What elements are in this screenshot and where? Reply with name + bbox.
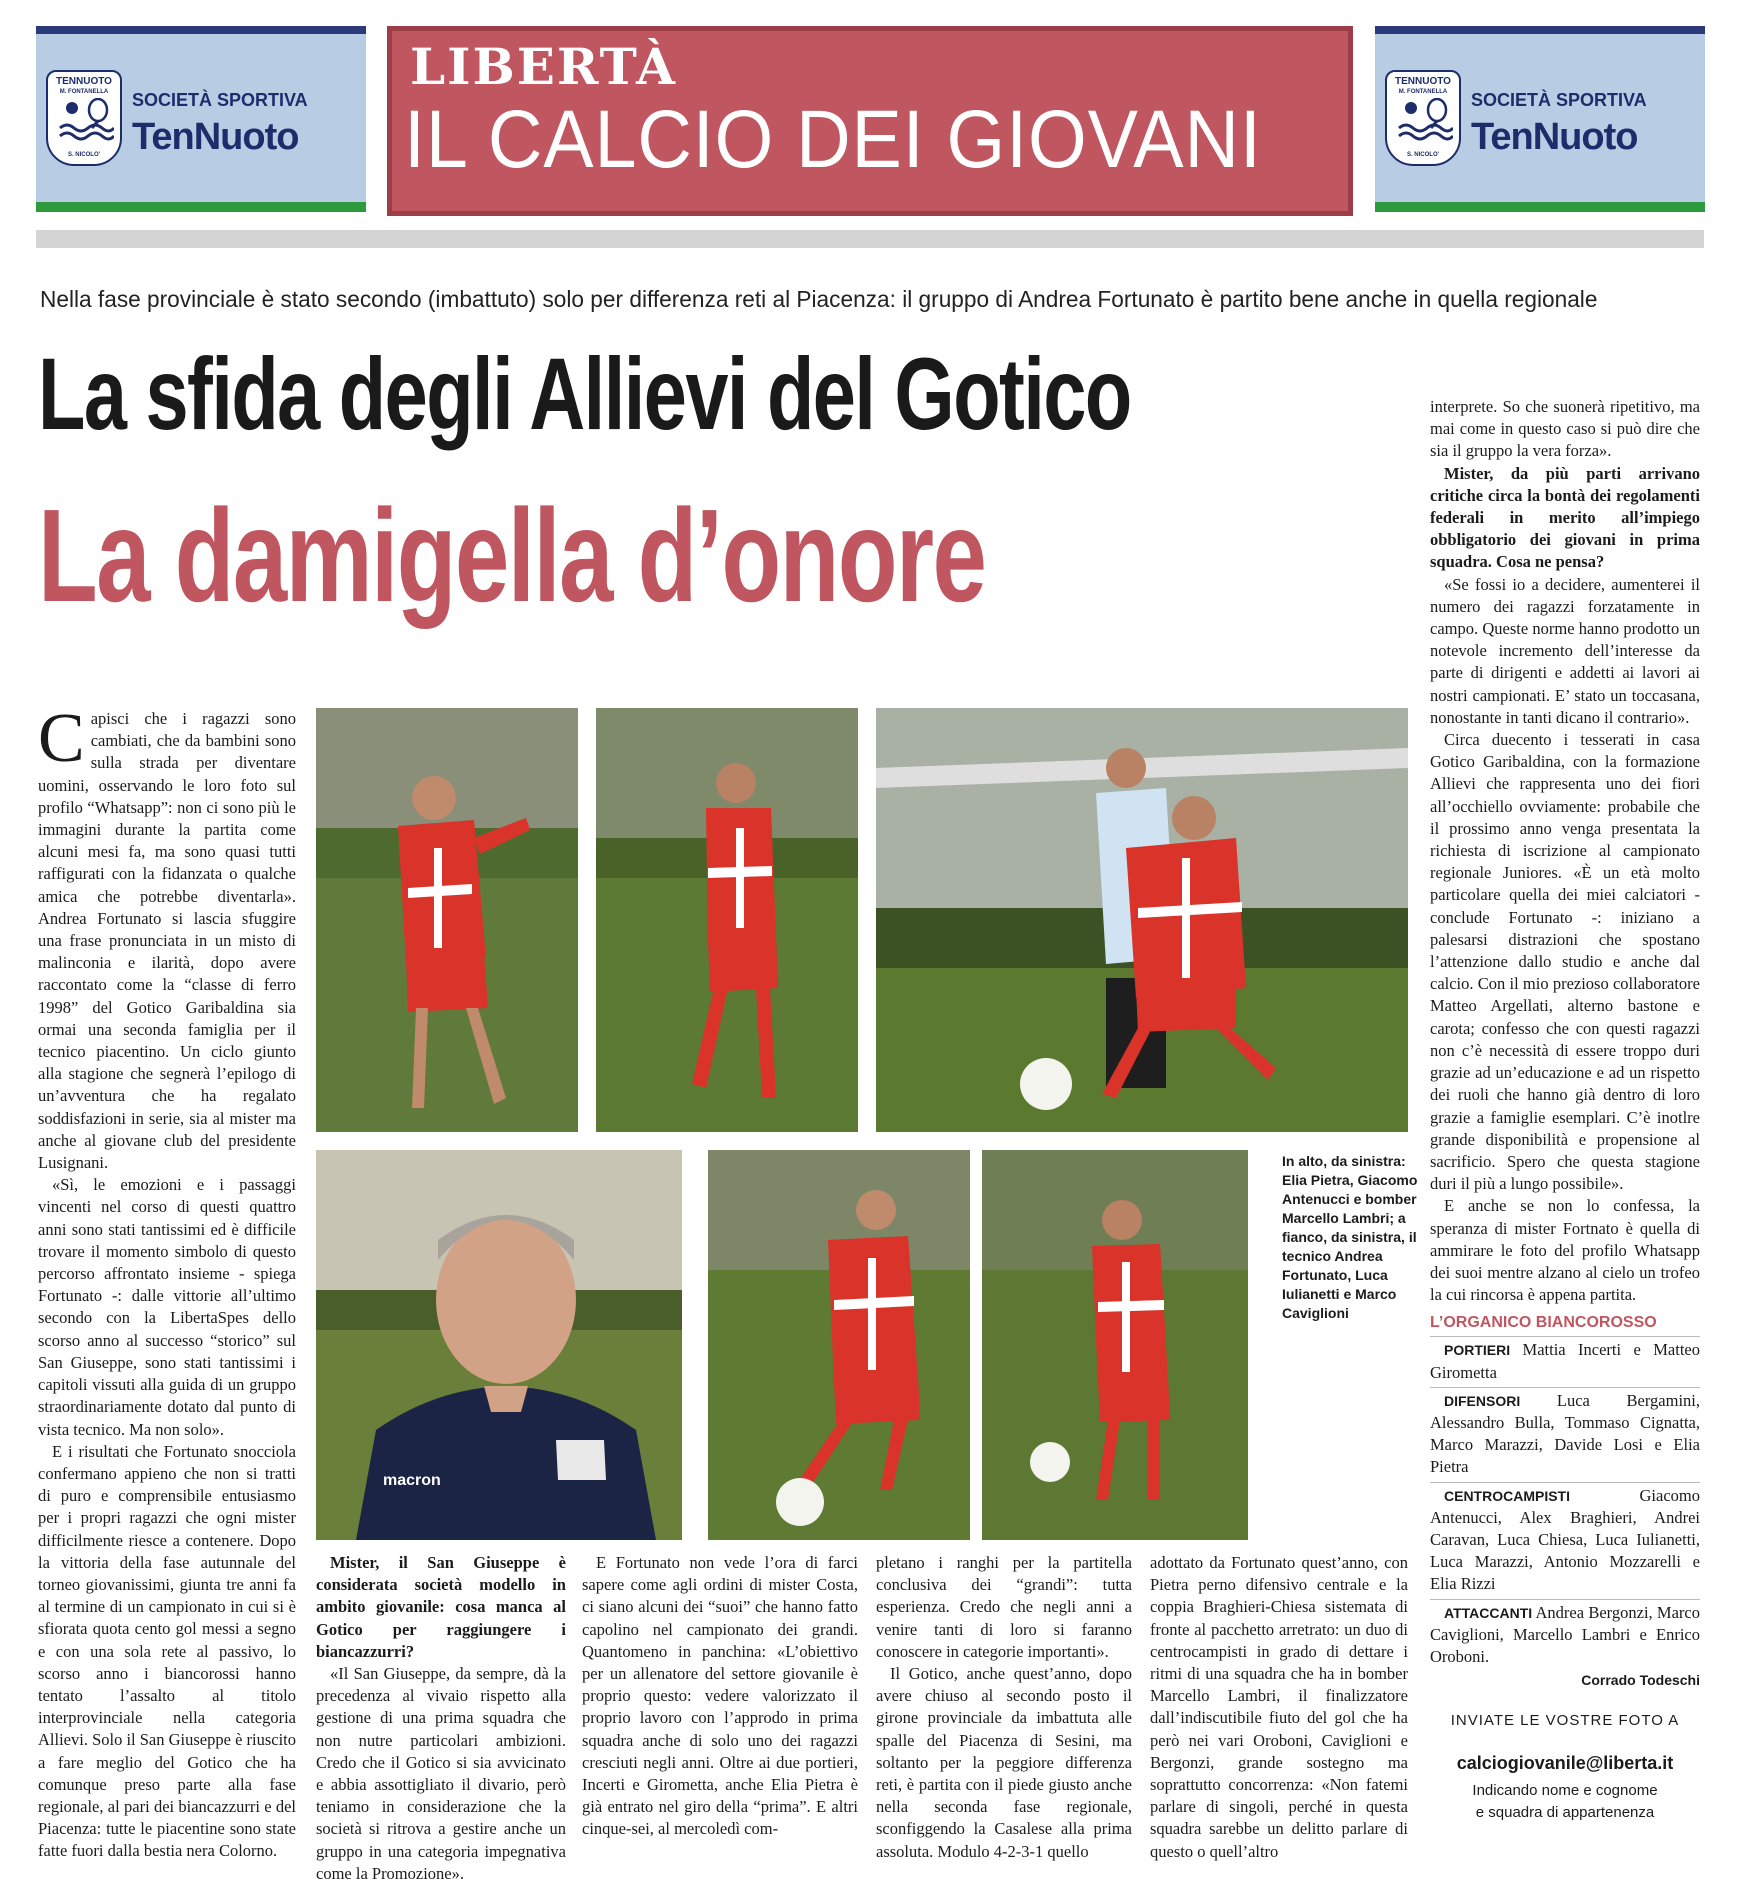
- newspaper-name: LIBERTÀ: [410, 37, 677, 96]
- swimmer-tennis-icon: [56, 98, 114, 144]
- invite-instructions: Indicando nome e cognome e squadra di appartenenza: [1472, 1782, 1658, 1822]
- article-paragraph: interprete. So che suonerà ripetitivo, ma mai come in questo caso si può dire che sia il gruppo la vera forza».: [1430, 397, 1700, 461]
- photo-elia-pietra: [316, 708, 578, 1132]
- logo-line1: SOCIETÀ SPORTIVA: [132, 90, 308, 110]
- invite-line: INVIATE LE VOSTRE FOTO A: [1450, 1712, 1680, 1730]
- player-photo-image: [982, 1150, 1248, 1540]
- tennuoto-crest: TENNUOTO M. FONTANELLA S. NICOLO': [46, 70, 122, 166]
- photo-luca-iulianetti: [708, 1150, 970, 1540]
- divider: [1430, 1482, 1700, 1483]
- player-photo-image: [316, 708, 578, 1132]
- article-column-1: [38, 700, 297, 1863]
- article-paragraph: E i risultati che Fortunato snocciola confermano appieno che non si tratti di puro e comprensibile entusiasmo per i propri ragazzi che ogni mister difficilmente riesce a contenere. Dopo la vittoria della fase autunnale del torneo giovanissimi, giunta tre anni fa al termine di un campionato in cui si è sfiorata quota cento gol messi a segno e con una sola rete al passivo, lo scorso anno i biancorossi hanno tentato l’assalto al titolo interprovinciale nella categoria Allievi. Solo il San Giuseppe è riuscito a fare meglio del Gotico che ha comunque preso parte alla fase regionale, al pari dei biancazzurri e del Piacenza: tutte le piacentine sono state fatte fuori dalla bestia nera Colorno.: [38, 1441, 297, 1861]
- email-link[interactable]: calciogiovanile@liberta.it: [1456, 1753, 1674, 1774]
- divider: [1430, 1599, 1700, 1600]
- organico-entry: CENTROCAMPISTI Giacomo Antenucci, Alex Braghieri, Andrei Caravan, Luca Chiesa, Luca Iulianetti, Luca Marazzi, Antonio Mozzarelli e Elia Rizzi: [1430, 1485, 1700, 1594]
- article-column-2: [316, 1552, 566, 1885]
- interview-question: Mister, da più parti arrivano critiche circa la bontà dei regolamenti federali in merito all’impiego obbligatorio dei giovani in prima squadra. Cosa ne pensa?: [1430, 463, 1700, 572]
- jersey-brand: macron: [383, 1472, 441, 1489]
- organico-entry: PORTIERI Mattia Incerti e Matteo Girometta: [1430, 1340, 1700, 1382]
- dropcap: C: [38, 700, 85, 777]
- article-paragraph: pletano i ranghi per la partitella conclusiva dei “grandi”: tutta esperienza. Credo che negli anni a venire tanti di loro si faranno conoscere in categorie importanti».: [876, 1553, 1132, 1661]
- logo-line1: SOCIETÀ SPORTIVA: [1471, 90, 1647, 110]
- photo-marco-caviglioni: [982, 1150, 1248, 1540]
- author-byline: Corrado Todeschi: [1581, 1672, 1700, 1689]
- photo-marcello-lambri: [876, 708, 1408, 1132]
- organico-entry: DIFENSORI Luca Bergamini, Alessandro Bulla, Tommaso Cignatta, Marco Marazzi, Davide Losi e Elia Pietra: [1430, 1390, 1700, 1477]
- organico-entry: ATTACCANTI Andrea Bergonzi, Marco Caviglioni, Marcello Lambri e Enrico Oroboni.: [1430, 1602, 1700, 1666]
- logo-line2: TenNuoto: [1471, 116, 1638, 158]
- coach-portrait-image: [316, 1150, 682, 1540]
- article-column-4: [876, 1552, 1132, 1863]
- divider-bar: [36, 230, 1704, 248]
- logo-line2: TenNuoto: [132, 116, 299, 158]
- tennuoto-crest: TENNUOTO M. FONTANELLA S. NICOLO': [1385, 70, 1461, 166]
- article-paragraph: E anche se non lo confessa, la speranza di mister Fortnato è quella di ammirare le foto del profilo Whatsapp dei suoi mentre alzano al cielo un trofeo la cui rincorsa è appena partita.: [1430, 1196, 1700, 1305]
- article-paragraph: adottato da Fortunato quest’anno, con Pietra perno difensivo centrale e la coppia Braghieri-Chiesa sistemata di fronte al pacchetto arretrato: un duo di centrocampisti in grado di dettare i ritmi di una squadra che ha in bomber Marcello Lambri, il finalizzatore dall’indiscutibile fiuto del gol che ha però nei vari Oroboni, Caviglioni e Bergonzi, grande sostegno ma soprattutto concorrenza: «Non fatemi parlare di singoli, perché in questa squadra sarebbe un delitto parlare di questo o quell’altro: [1150, 1553, 1408, 1861]
- article-column-5: [1150, 1552, 1408, 1863]
- article-paragraph: Circa duecento i tesserati in casa Gotico Garibaldina, con la formazione Allievi che rappresenta uno dei fiori all’occhiello ovviamente: probabile che il prossimo anno venga presentata la richiesta di iscrizione al campionato regionale Juniores. «È un età molto particolare quella dei miei calciatori - conclude Fortunato -: iniziano a palesarsi distrazioni che spostano l’attenzione dallo studio e anche dal calcio. Con il mio prezioso collaboratore Matteo Argellati, alterno bastone e carota; confesso che con questi ragazzi non c’è necessità di essere troppo duri grazie ad un’educazione e ad un rispetto dei ruoli che hanno già dentro di loro grazie a famiglie esemplari. C’è inotlre grande disponibilità e propensione al sacrificio. Spero che questa stagione duri il più a lungo possibile».: [1430, 730, 1700, 1194]
- tennuoto-logo-right: [1375, 26, 1705, 212]
- divider: [1430, 1336, 1700, 1337]
- section-title: IL CALCIO DEI GIOVANI: [404, 94, 1262, 185]
- photo-andrea-fortunato: [316, 1150, 682, 1540]
- photo-caption: In alto, da sinistra: Elia Pietra, Giacomo Antenucci e bomber Marcello Lambri; a fianco, da sinistra, il tecnico Andrea Fortunato, Luca Iulianetti e Marco Caviglioni: [1282, 1153, 1418, 1321]
- article-paragraph: «Il San Giuseppe, da sempre, dà la precedenza al vivaio rispetto alla gestione di una prima squadra che non nutre particolari ambizioni. Credo che il Gotico si sia avvicinato e abbia assottigliato il divario, però teniamo in considerazione che la società si ritrova a gestire anche un gruppo in una categoria impegnativa come la Promozione».: [316, 1664, 566, 1883]
- organico-heading: L’ORGANICO BIANCOROSSO: [1430, 1314, 1657, 1332]
- divider: [1430, 1387, 1700, 1388]
- swimmer-tennis-icon: [1395, 98, 1453, 144]
- headline-primary: La sfida degli Allievi del Gotico: [38, 337, 1131, 451]
- tennuoto-logo-left: [36, 26, 366, 212]
- article-column-6: [1430, 396, 1700, 1824]
- headline-secondary: La damigella d’onore: [38, 482, 986, 629]
- article-paragraph: Il Gotico, anche quest’anno, dopo avere chiuso al secondo posto il girone provinciale da imbattuta alle spalle del Piacenza di Sesini, ma soltanto per la peggiore differenza reti, è partita con il piede giusto anche nella seconda fase regionale, sconfiggendo la Casalese alla prima assoluta. Modulo 4-2-3-1 quello: [876, 1664, 1132, 1861]
- article-paragraph: «Sì, le emozioni e i passaggi vincenti nel corso di questi quattro anni sono stati tantissimi ed è difficile trovare il momento simbolo di questo percorso affrontato insieme - spiega Fortunato -: dalle vittorie all’ultimo secondo con la LibertaSpes dello scorso anno al successo “storico” sul San Giuseppe, sono stati tantissimi i capitoli vissuti alla guida di un gruppo straordinariamente dotato dal punto di vista tecnico. Ma non solo».: [38, 1175, 296, 1439]
- photo-giacomo-antenucci: [596, 708, 858, 1132]
- masthead: [387, 26, 1353, 216]
- article-paragraph: Capisci che i ragazzi sono cambiati, che da bambini sono sulla strada per diventare uomini, osservando le loro foto sul profilo “Whatsapp”: non ci sono più le immagini durante la partita come alcuni mesi fa, ma sono quasi tutti raffigurati con la fidanzata o qualche amica che potrebbe diventarla». Andrea Fortunato si lascia sfuggire una frase pronunciata in un misto di malinconia e ilarità, dopo avere raccontato come la “classe di ferro 1998” del Gotico Garibaldina sia ormai una seconda famiglia per il tecnico piacentino. Un ciclo giunto alla stagione che segnerà l’epilogo di un’avventura che ha regalato soddisfazioni in serie, sia al mister ma anche al giovane club del presidente Lusignani.: [38, 700, 296, 1173]
- player-photo-image: [876, 708, 1408, 1132]
- player-photo-image: [596, 708, 858, 1132]
- article-paragraph: E Fortunato non vede l’ora di farci sapere come agli ordini di mister Costa, ci siano alcuni dei “suoi” che hanno fatto capolino nel campionato dei grandi. Quantomeno in panchina: «L’obiettivo per un allenatore del settore giovanile è proprio questo: vedere valorizzato il proprio lavoro con l’approdo in prima squadra anche di solo uno dei ragazzi cresciuti negli anni. Oltre ai due portieri, Incerti e Girometta, anche Elia Pietra è già entrato nel giro della “prima”. E altri cinque-sei, al mercoledì com-: [582, 1553, 858, 1839]
- article-kicker: Nella fase provinciale è stato secondo (imbattuto) solo per differenza reti al Piacenza: il gruppo di Andrea Fortunato è partito bene anche in quella regionale: [40, 286, 1598, 312]
- interview-question: Mister, il San Giuseppe è considerata società modello in ambito giovanile: cosa manca al Gotico per raggiungere i biancazzurri?: [316, 1553, 566, 1661]
- player-photo-image: [708, 1150, 970, 1540]
- article-column-3: [582, 1552, 858, 1841]
- article-paragraph: «Se fossi io a decidere, aumenterei il numero dei ragazzi forzatamente in campo. Queste norme hanno prodotto un notevole incremento dell’interesse da parte di dirigenti e addetti ai lavori ai nostri campionati. E’ stato un toccasana, nonostante in tanti dicano il contrario».: [1430, 574, 1700, 727]
